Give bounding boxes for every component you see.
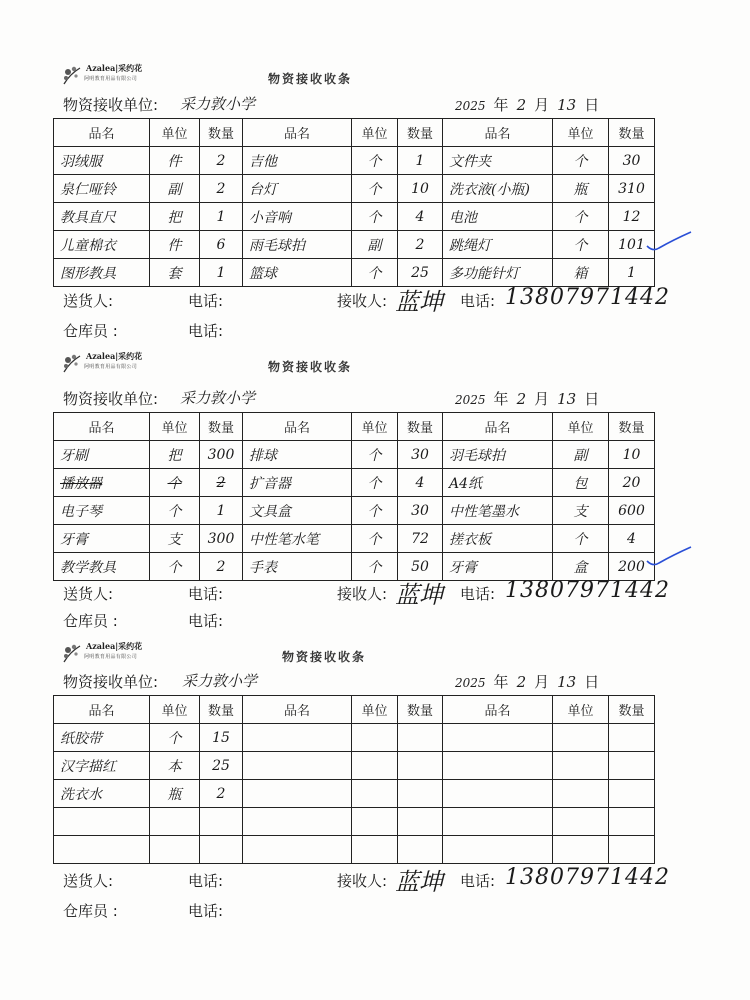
col-unit-header: 单位 bbox=[553, 119, 609, 147]
item-unit bbox=[150, 836, 200, 864]
form-date bbox=[455, 388, 599, 409]
item-qty bbox=[609, 752, 655, 780]
warehouse-label: 仓库员 : bbox=[63, 322, 118, 340]
item-qty: 1 bbox=[200, 203, 243, 231]
item-qty: 4 bbox=[609, 525, 655, 553]
item-name: 文件夹 bbox=[443, 147, 553, 175]
item-name: 牙膏 bbox=[54, 525, 150, 553]
item-qty bbox=[200, 836, 243, 864]
item-qty: 30 bbox=[398, 497, 443, 525]
sender-label: 送货人: bbox=[63, 872, 114, 890]
item-name bbox=[243, 724, 352, 752]
receiver-signature: 蓝坤 bbox=[395, 868, 443, 896]
date-month-label: 月 bbox=[534, 673, 550, 691]
table-header-row bbox=[54, 119, 655, 147]
item-name: 吉他 bbox=[243, 147, 352, 175]
item-name: A4纸 bbox=[443, 469, 553, 497]
item-qty: 30 bbox=[609, 147, 655, 175]
item-unit: 支 bbox=[150, 525, 200, 553]
flower-icon bbox=[60, 642, 86, 666]
item-unit: 本 bbox=[150, 752, 200, 780]
col-qty-header: 数量 bbox=[398, 119, 443, 147]
item-unit: 件 bbox=[150, 231, 200, 259]
sender-label: 送货人: bbox=[63, 292, 114, 310]
table-row bbox=[54, 752, 655, 780]
col-unit-header: 单位 bbox=[352, 696, 398, 724]
item-unit: 盒 bbox=[553, 553, 609, 581]
item-qty bbox=[398, 808, 443, 836]
receiver-signature: 蓝坤 bbox=[395, 288, 443, 316]
item-unit: 个 bbox=[352, 147, 398, 175]
item-qty: 1 bbox=[200, 497, 243, 525]
col-name-header: 品名 bbox=[54, 696, 150, 724]
receiving-unit-label: 物资接收单位: bbox=[63, 673, 159, 691]
item-unit: 个 bbox=[352, 441, 398, 469]
item-name: 牙刷 bbox=[54, 441, 150, 469]
flower-icon bbox=[60, 64, 86, 88]
item-unit: 个 bbox=[553, 231, 609, 259]
item-name: 排球 bbox=[243, 441, 352, 469]
item-qty: 200 bbox=[609, 553, 655, 581]
items-table bbox=[53, 412, 655, 581]
item-qty bbox=[398, 780, 443, 808]
item-name bbox=[243, 780, 352, 808]
item-qty: 50 bbox=[398, 553, 443, 581]
item-qty: 2 bbox=[200, 469, 243, 497]
company-logo bbox=[60, 62, 170, 90]
warehouse-label: 仓库员 : bbox=[63, 902, 118, 920]
table-row bbox=[54, 175, 655, 203]
item-qty: 20 bbox=[609, 469, 655, 497]
item-unit: 副 bbox=[553, 441, 609, 469]
item-unit: 个 bbox=[352, 175, 398, 203]
item-unit: 个 bbox=[150, 724, 200, 752]
item-unit: 把 bbox=[150, 441, 200, 469]
table-row bbox=[54, 724, 655, 752]
item-qty: 25 bbox=[200, 752, 243, 780]
item-qty: 10 bbox=[398, 175, 443, 203]
item-unit: 个 bbox=[352, 525, 398, 553]
item-qty bbox=[398, 836, 443, 864]
date-year: 2025 bbox=[455, 99, 486, 113]
item-name: 电池 bbox=[443, 203, 553, 231]
date-month: 2 bbox=[516, 673, 527, 691]
item-name: 雨毛球拍 bbox=[243, 231, 352, 259]
item-name: 小音响 bbox=[243, 203, 352, 231]
item-name bbox=[443, 836, 553, 864]
item-unit bbox=[352, 780, 398, 808]
receiver-phone-label: 电话: bbox=[460, 872, 496, 890]
receiver-phone-label: 电话: bbox=[460, 585, 496, 603]
item-name: 纸胶带 bbox=[54, 724, 150, 752]
table-row bbox=[54, 441, 655, 469]
table-row bbox=[54, 231, 655, 259]
col-name-header: 品名 bbox=[443, 696, 553, 724]
col-unit-header: 单位 bbox=[352, 413, 398, 441]
table-row bbox=[54, 469, 655, 497]
sender-phone-label: 电话: bbox=[188, 585, 224, 603]
col-qty-header: 数量 bbox=[609, 413, 655, 441]
item-name: 扩音器 bbox=[243, 469, 352, 497]
item-name: 台灯 bbox=[243, 175, 352, 203]
item-unit: 个 bbox=[150, 469, 200, 497]
item-name bbox=[54, 836, 150, 864]
receiving-unit-label: 物资接收单位: bbox=[63, 96, 159, 114]
col-qty-header: 数量 bbox=[398, 413, 443, 441]
check-mark-icon bbox=[645, 545, 693, 569]
col-unit-header: 单位 bbox=[150, 119, 200, 147]
item-unit: 个 bbox=[553, 525, 609, 553]
item-unit bbox=[553, 808, 609, 836]
col-name-header: 品名 bbox=[443, 413, 553, 441]
receiving-unit-label: 物资接收单位: bbox=[63, 390, 159, 408]
item-unit bbox=[352, 836, 398, 864]
date-day: 13 bbox=[557, 390, 577, 408]
item-qty: 2 bbox=[200, 553, 243, 581]
col-name-header: 品名 bbox=[243, 119, 352, 147]
item-name bbox=[443, 780, 553, 808]
warehouse-phone-label: 电话: bbox=[188, 612, 224, 630]
sender-phone-label: 电话: bbox=[188, 292, 224, 310]
item-unit bbox=[352, 752, 398, 780]
item-qty: 2 bbox=[200, 780, 243, 808]
item-qty: 10 bbox=[609, 441, 655, 469]
item-unit: 个 bbox=[352, 469, 398, 497]
item-unit: 个 bbox=[553, 147, 609, 175]
receiving-unit-value: 采力敦小学 bbox=[180, 95, 256, 113]
item-name: 汉字描红 bbox=[54, 752, 150, 780]
item-unit: 个 bbox=[150, 497, 200, 525]
item-name bbox=[243, 752, 352, 780]
form-title: 物资接收收条 bbox=[268, 360, 353, 374]
date-day-label: 日 bbox=[584, 390, 600, 408]
item-name: 教具直尺 bbox=[54, 203, 150, 231]
item-name: 儿童棉衣 bbox=[54, 231, 150, 259]
item-unit: 瓶 bbox=[553, 175, 609, 203]
date-year-label: 年 bbox=[493, 673, 509, 691]
item-qty bbox=[609, 780, 655, 808]
item-name: 篮球 bbox=[243, 259, 352, 287]
item-qty bbox=[398, 724, 443, 752]
col-unit-header: 单位 bbox=[150, 413, 200, 441]
item-qty: 1 bbox=[398, 147, 443, 175]
item-unit: 件 bbox=[150, 147, 200, 175]
col-name-header: 品名 bbox=[54, 119, 150, 147]
col-name-header: 品名 bbox=[443, 119, 553, 147]
item-unit: 箱 bbox=[553, 259, 609, 287]
company-logo bbox=[60, 640, 170, 668]
date-day: 13 bbox=[557, 96, 577, 114]
date-year-label: 年 bbox=[493, 390, 509, 408]
item-unit: 个 bbox=[150, 553, 200, 581]
item-unit bbox=[553, 780, 609, 808]
receiver-phone: 13807971442 bbox=[505, 865, 670, 890]
item-qty: 2 bbox=[200, 175, 243, 203]
item-unit: 瓶 bbox=[150, 780, 200, 808]
flower-icon bbox=[60, 352, 86, 376]
item-name: 图形教具 bbox=[54, 259, 150, 287]
receiver-label: 接收人: bbox=[337, 872, 388, 890]
item-name: 文具盒 bbox=[243, 497, 352, 525]
warehouse-phone-label: 电话: bbox=[188, 902, 224, 920]
item-qty: 101 bbox=[609, 231, 655, 259]
item-name: 教学教具 bbox=[54, 553, 150, 581]
col-name-header: 品名 bbox=[243, 413, 352, 441]
item-name bbox=[54, 808, 150, 836]
item-name: 手表 bbox=[243, 553, 352, 581]
item-qty: 25 bbox=[398, 259, 443, 287]
sender-label: 送货人: bbox=[63, 585, 114, 603]
col-qty-header: 数量 bbox=[200, 413, 243, 441]
receiver-signature: 蓝坤 bbox=[395, 581, 443, 609]
item-name bbox=[443, 752, 553, 780]
item-unit bbox=[352, 724, 398, 752]
col-unit-header: 单位 bbox=[150, 696, 200, 724]
item-unit: 个 bbox=[352, 497, 398, 525]
item-unit bbox=[553, 752, 609, 780]
item-qty: 72 bbox=[398, 525, 443, 553]
item-qty bbox=[609, 808, 655, 836]
receiver-label: 接收人: bbox=[337, 292, 388, 310]
receiving-unit-value: 采力敦小学 bbox=[182, 672, 258, 690]
table-row bbox=[54, 836, 655, 864]
items-table bbox=[53, 695, 655, 864]
date-year: 2025 bbox=[455, 393, 486, 407]
table-row bbox=[54, 497, 655, 525]
item-qty bbox=[398, 752, 443, 780]
item-unit: 把 bbox=[150, 203, 200, 231]
col-name-header: 品名 bbox=[243, 696, 352, 724]
date-day-label: 日 bbox=[584, 673, 600, 691]
date-month: 2 bbox=[516, 390, 527, 408]
col-name-header: 品名 bbox=[54, 413, 150, 441]
item-unit: 个 bbox=[553, 203, 609, 231]
warehouse-phone-label: 电话: bbox=[188, 322, 224, 340]
col-qty-header: 数量 bbox=[609, 696, 655, 724]
date-month-label: 月 bbox=[534, 96, 550, 114]
item-unit: 套 bbox=[150, 259, 200, 287]
item-qty: 310 bbox=[609, 175, 655, 203]
date-year: 2025 bbox=[455, 676, 486, 690]
item-unit: 副 bbox=[150, 175, 200, 203]
item-unit: 个 bbox=[352, 203, 398, 231]
table-row bbox=[54, 808, 655, 836]
item-name: 洗衣水 bbox=[54, 780, 150, 808]
item-name: 电子琴 bbox=[54, 497, 150, 525]
form-date bbox=[455, 671, 599, 692]
item-qty: 1 bbox=[200, 259, 243, 287]
warehouse-label: 仓库员 : bbox=[63, 612, 118, 630]
table-row bbox=[54, 259, 655, 287]
item-unit: 包 bbox=[553, 469, 609, 497]
col-unit-header: 单位 bbox=[553, 413, 609, 441]
item-qty: 4 bbox=[398, 203, 443, 231]
item-name: 中性笔水笔 bbox=[243, 525, 352, 553]
item-qty: 300 bbox=[200, 441, 243, 469]
form-date bbox=[455, 94, 599, 115]
item-qty: 15 bbox=[200, 724, 243, 752]
date-day: 13 bbox=[557, 673, 577, 691]
item-name: 洗衣液(小瓶) bbox=[443, 175, 553, 203]
form-title: 物资接收收条 bbox=[282, 650, 367, 664]
col-qty-header: 数量 bbox=[398, 696, 443, 724]
item-qty: 12 bbox=[609, 203, 655, 231]
item-name bbox=[443, 808, 553, 836]
item-name: 羽毛球拍 bbox=[443, 441, 553, 469]
item-qty: 600 bbox=[609, 497, 655, 525]
table-header-row bbox=[54, 413, 655, 441]
item-unit bbox=[352, 808, 398, 836]
col-unit-header: 单位 bbox=[553, 696, 609, 724]
date-month-label: 月 bbox=[534, 390, 550, 408]
item-qty: 1 bbox=[609, 259, 655, 287]
date-year-label: 年 bbox=[493, 96, 509, 114]
receiver-phone: 13807971442 bbox=[505, 578, 670, 603]
item-name: 中性笔墨水 bbox=[443, 497, 553, 525]
company-logo bbox=[60, 350, 170, 378]
logo-tagline: 阿明教育用品有限公司 bbox=[84, 76, 138, 82]
col-qty-header: 数量 bbox=[200, 696, 243, 724]
col-qty-header: 数量 bbox=[200, 119, 243, 147]
table-row bbox=[54, 780, 655, 808]
item-name: 牙膏 bbox=[443, 553, 553, 581]
item-name: 搓衣板 bbox=[443, 525, 553, 553]
item-unit: 副 bbox=[352, 231, 398, 259]
item-qty: 2 bbox=[200, 147, 243, 175]
item-name bbox=[243, 836, 352, 864]
check-mark-icon bbox=[645, 230, 693, 254]
item-unit: 支 bbox=[553, 497, 609, 525]
logo-brand-text: Azalea|采约花 bbox=[86, 351, 143, 361]
item-name: 播放器 bbox=[54, 469, 150, 497]
item-unit bbox=[150, 808, 200, 836]
items-table bbox=[53, 118, 655, 287]
receiver-label: 接收人: bbox=[337, 585, 388, 603]
item-qty bbox=[200, 808, 243, 836]
item-qty: 6 bbox=[200, 231, 243, 259]
receiver-phone: 13807971442 bbox=[505, 285, 670, 310]
item-qty: 300 bbox=[200, 525, 243, 553]
date-day-label: 日 bbox=[584, 96, 600, 114]
logo-brand-text: Azalea|采约花 bbox=[86, 63, 143, 73]
table-row bbox=[54, 147, 655, 175]
item-name bbox=[443, 724, 553, 752]
table-row bbox=[54, 525, 655, 553]
item-qty: 30 bbox=[398, 441, 443, 469]
item-qty bbox=[609, 724, 655, 752]
item-unit: 个 bbox=[352, 553, 398, 581]
receiving-unit-value: 采力敦小学 bbox=[180, 389, 256, 407]
item-name: 羽绒服 bbox=[54, 147, 150, 175]
form-title: 物资接收收条 bbox=[268, 72, 353, 86]
item-unit bbox=[553, 724, 609, 752]
table-row bbox=[54, 203, 655, 231]
item-name: 跳绳灯 bbox=[443, 231, 553, 259]
item-name bbox=[243, 808, 352, 836]
item-qty: 4 bbox=[398, 469, 443, 497]
date-month: 2 bbox=[516, 96, 527, 114]
item-qty: 2 bbox=[398, 231, 443, 259]
receiver-phone-label: 电话: bbox=[460, 292, 496, 310]
item-qty bbox=[609, 836, 655, 864]
item-name: 多功能针灯 bbox=[443, 259, 553, 287]
logo-tagline: 阿明教育用品有限公司 bbox=[84, 364, 138, 370]
col-qty-header: 数量 bbox=[609, 119, 655, 147]
table-row bbox=[54, 553, 655, 581]
item-name: 泉仁哑铃 bbox=[54, 175, 150, 203]
col-unit-header: 单位 bbox=[352, 119, 398, 147]
sender-phone-label: 电话: bbox=[188, 872, 224, 890]
logo-tagline: 阿明教育用品有限公司 bbox=[84, 654, 138, 660]
table-header-row bbox=[54, 696, 655, 724]
logo-brand-text: Azalea|采约花 bbox=[86, 641, 143, 651]
item-unit bbox=[553, 836, 609, 864]
item-unit: 个 bbox=[352, 259, 398, 287]
